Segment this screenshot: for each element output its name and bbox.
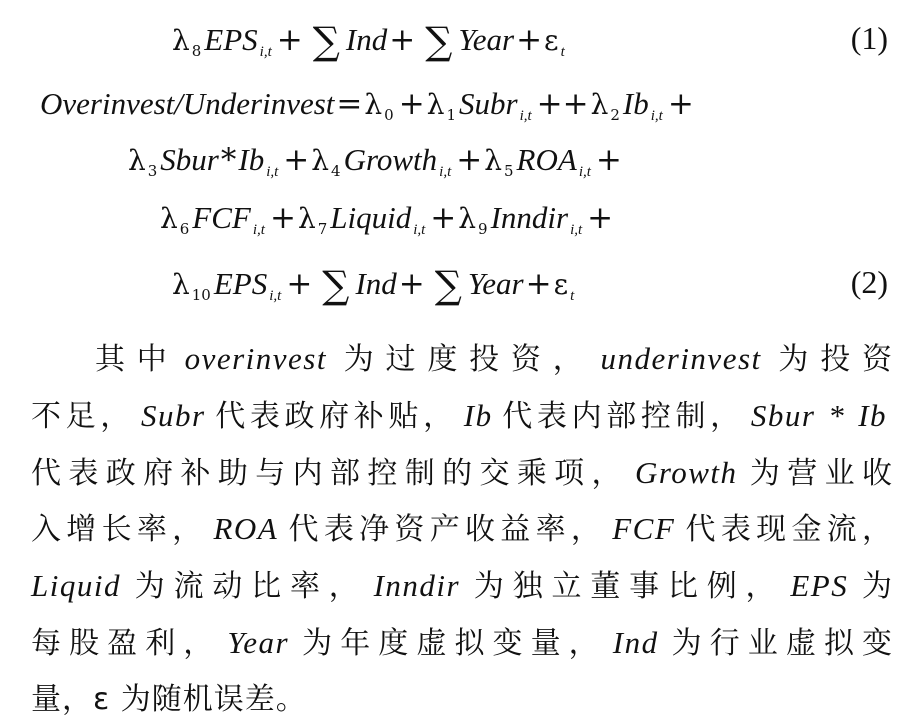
variable-year: Year [467,266,524,301]
text-run: 为行业虚拟变 [664,625,894,661]
subscript-it: i,t [266,164,279,180]
plus-sign: + [389,22,416,58]
variable-name: FCF [612,511,676,547]
text-run: 为 [854,569,894,605]
subscript-it: i,t [413,222,426,238]
text-run: 为年度虚拟变量， [295,625,607,661]
lambda-symbol: λ [297,202,316,235]
sum-symbol: ∑ [312,19,340,63]
epsilon-symbol: ε [544,24,559,57]
subscript-it: i,t [259,44,272,60]
text-run: 代表内部控制， [498,398,745,434]
variable-liquid: Liquid [330,200,412,235]
text-run: 代表政府补助与内部控制的交乘项， [31,455,629,491]
subscript-it: i,t [269,288,282,304]
equation-2-line-4-body [172,263,577,307]
lambda-symbol: λ [590,88,609,121]
lambda-symbol: λ [484,144,502,177]
paragraph-line [31,331,893,388]
variable-name: Inndir [373,568,461,604]
subscript: 8 [191,42,202,60]
equation-1-line [0,19,904,63]
equation-1-body [172,19,568,63]
paragraph-line [31,558,893,615]
variable-definitions-paragraph [31,331,893,728]
equation-2-line-1 [0,88,904,128]
subscript: 7 [317,220,328,238]
plus-sign: + [525,266,552,302]
text-run: 为独立董事比例， [466,569,785,605]
variable-ind: Ind [345,22,388,57]
equation-number-1: (1) [850,20,888,56]
equation-2-line-2-body [128,144,624,180]
variable-growth: Growth [343,142,438,177]
multiply-sign: * [220,142,237,178]
subscript-it: i,t [439,164,452,180]
variable-sbur: Sbur [160,142,219,177]
plus-sign: + [269,200,296,236]
plus-sign: + [516,22,543,58]
variable-eps: EPS [204,22,258,57]
plus-sign: + [587,200,614,236]
plus-sign: + [276,22,303,58]
plus-sign: + [456,142,483,178]
variable-roa: ROA [516,142,577,177]
plus-sign: + [430,200,457,236]
sum-symbol: ∑ [425,19,453,63]
lambda-symbol: λ [172,268,190,301]
equation-2-line-2 [0,144,904,184]
subscript-it: i,t [570,222,583,238]
text-run: 代表现金流， [681,512,894,548]
lhs-overinvest-underinvest: Overinvest/Underinvest [40,86,335,121]
text-run: 量，ε 为随机误差。 [31,681,307,717]
variable-eps: EPS [213,266,268,301]
variable-name: ROA [213,511,279,547]
plus-sign: + [595,142,622,178]
text-run: 为流动比率， [126,569,368,605]
subscript: 9 [478,220,488,238]
equation-2-line-3-body [160,202,615,238]
subscript-it: i,t [519,108,532,124]
variable-name: Liquid [31,568,121,604]
subscript: 10 [191,286,211,304]
plus-sign: + [286,266,313,302]
subscript: 4 [331,162,341,180]
subscript-it: i,t [578,164,591,180]
variable-subr: Subr [458,86,518,121]
paragraph-line [31,501,893,558]
plus-sign: + [283,142,310,178]
subscript: 6 [179,220,190,238]
text-run: 其中 [95,342,179,377]
subscript: 5 [504,162,514,180]
equals-sign: = [336,86,363,122]
sum-symbol: ∑ [434,263,462,307]
lambda-symbol: λ [160,202,178,235]
variable-inndir: Inndir [490,200,569,235]
text-run: 代表净资产收益率， [284,512,607,548]
equation-2-line-1-body [40,88,696,124]
text-run: 为过度投资， [332,342,595,377]
plus-sign: + [667,86,694,122]
variable-year: Year [458,22,515,57]
variable-name: Ib [463,397,493,433]
double-plus-sign: ++ [536,86,589,122]
subscript-t: t [570,288,575,304]
lambda-symbol: λ [128,144,146,177]
paragraph-line [31,615,893,672]
text-run: 入增长率， [31,512,208,548]
subscript: 3 [147,162,158,180]
plus-sign: + [398,86,425,122]
variable-name: Sbur * Ib [750,397,888,433]
subscript-it: i,t [252,222,265,238]
variable-name: underinvest [600,341,762,376]
variable-name: overinvest [184,341,327,376]
paragraph-line [31,445,893,502]
variable-name: Growth [634,454,738,490]
variable-name: Ind [612,624,659,660]
text-run: 为营业收 [743,455,894,491]
variable-name: Subr [140,397,206,433]
lambda-symbol: λ [458,202,477,235]
lambda-symbol: λ [172,24,190,57]
text-run: 为投资 [767,342,894,377]
subscript: 0 [384,106,394,124]
variable-ib: Ib [238,142,265,177]
subscript: 1 [446,106,456,124]
variable-ind: Ind [355,266,397,301]
text-run: 代表政府补贴， [211,398,458,434]
paragraph-line [31,388,893,445]
equation-2-line-4 [0,263,904,307]
subscript-it: i,t [650,108,663,124]
text-run: 每股盈利， [31,625,222,661]
variable-ib: Ib [622,86,649,121]
sum-symbol: ∑ [322,263,350,307]
lambda-symbol: λ [311,144,330,177]
paragraph-line [31,672,893,728]
variable-name: Year [227,624,290,660]
lambda-symbol: λ [426,88,445,121]
equation-2-line-3 [0,202,904,242]
plus-sign: + [398,266,425,302]
variable-name: EPS [790,568,849,604]
variable-fcf: FCF [192,200,251,235]
subscript-t: t [560,44,565,60]
equation-number-2: (2) [850,264,888,300]
epsilon-symbol: ε [553,268,569,301]
text-run: 不足， [31,398,135,434]
lambda-symbol: λ [364,88,383,121]
subscript: 2 [610,106,620,124]
